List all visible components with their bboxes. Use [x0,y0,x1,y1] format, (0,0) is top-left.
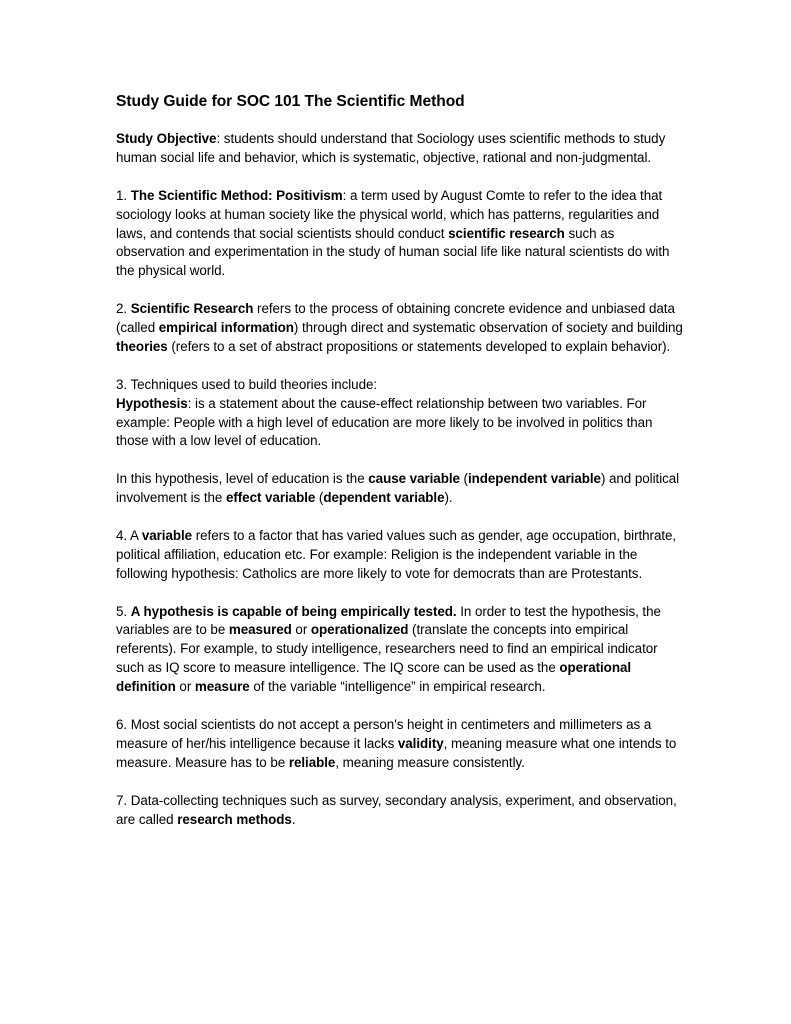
section-5-paragraph [116,603,686,698]
objective-label: Study Objective [116,131,217,146]
s2-term-scientific-research: Scientific Research [130,301,254,317]
s5-number: 5. [116,603,131,619]
s3b-term-effect-variable: effect variable [225,490,316,506]
s2-term-theories: theories [116,338,168,354]
section-3-variables-paragraph [116,470,686,508]
s5-text-4: or [175,679,195,695]
s3b-text-4: ( [315,490,324,506]
s4-text-1: refers to a factor that has varied values such as gender, age occupation, birthrate, political affiliation, education etc. For example: Religion is the independent variable in the following hypothesis: Catholics are more likely to vote for democrats than are Protestants. [116,527,677,581]
s5-term-measure: measure [194,679,250,695]
s5-text-3: (translate the concepts into empirical referents). For example, to study intelligence, researchers need to find an empirical indicator such as IQ score to measure intelligence. The IQ score can be used as the [116,622,658,676]
s4-term-variable: variable [141,527,193,543]
document-body [116,91,686,848]
s5-term-operationalized: operationalized [310,622,409,638]
s3b-text-3: ) and political involvement is the [116,471,680,506]
s3b-term-dependent-variable: dependent variable [323,490,445,506]
s7-text-2: . [291,811,296,827]
section-6-paragraph [116,716,686,773]
document-title: Study Guide for SOC 101 The Scientific Method [116,93,465,110]
s5-text-1: In order to test the hypothesis, the variables are to be [116,603,661,638]
s7-text-1: 7. Data-collecting techniques such as survey, secondary analysis, experiment, and observation, are called [116,792,677,827]
s5-term-hypothesis-tested: A hypothesis is capable of being empirically tested. [130,603,457,619]
section-4-paragraph [116,527,686,584]
s7-term-research-methods: research methods [177,811,292,827]
s2-term-empirical-information: empirical information [158,320,294,336]
s5-term-measured: measured [228,622,292,638]
s2-number: 2. [116,301,131,317]
s4-number: 4. A [116,527,142,543]
section-3-paragraph [116,376,686,452]
s3b-text-1: In this hypothesis, level of education is the [116,471,369,487]
s1-term-positivism: The Scientific Method: Positivism [130,187,343,203]
s3-term-hypothesis: Hypothesis [116,395,188,411]
s5-text-5: of the variable “intelligence” in empirical research. [249,679,546,695]
s3-heading-line: 3. Techniques used to build theories include: [116,376,378,392]
s2-text-3: (refers to a set of abstract propositions or statements developed to explain behavior). [167,338,671,354]
s6-text-3: , meaning measure consistently. [335,754,525,770]
s5-term-operational-definition: operational definition [116,660,632,695]
s3b-text-5: ). [444,490,453,506]
s3b-term-independent-variable: independent variable [467,471,601,487]
objective-text: : students should understand that Sociology uses scientific methods to study human social life and behavior, which is systematic, objective, rational and non-judgmental. [116,131,666,165]
s3b-text-2: ( [459,471,468,487]
s6-term-validity: validity [397,735,444,751]
s3-text-1: : is a statement about the cause-effect relationship between two variables. For example: People with a high level of education are more likely to be involved in politics than those with a low level of education. [116,395,653,449]
study-objective-paragraph [116,130,686,168]
section-7-paragraph [116,792,686,830]
s1-term-scientific-research: scientific research [448,225,565,241]
s6-text-1: 6. Most social scientists do not accept a person's height in centimeters and millimeters as a measure of her/his intelligence because it lacks [116,716,652,751]
section-1-paragraph [116,187,686,282]
s3b-term-cause-variable: cause variable [368,471,460,487]
section-2-paragraph [116,300,686,357]
s6-term-reliable: reliable [288,754,336,770]
s1-text-2: such as observation and experimentation in the study of human social life like natural scientists do with the physical world. [116,225,670,279]
s2-text-1: refers to the process of obtaining concrete evidence and unbiased data (called [116,301,675,336]
s1-number: 1. [116,187,131,203]
s2-text-2: ) through direct and systematic observation of society and building [293,320,683,336]
s6-text-2: , meaning measure what one intends to measure. Measure has to be [116,735,677,770]
s1-text-1: : a term used by August Comte to refer to the idea that sociology looks at human society like the physical world, which has patterns, regularities and laws, and contends that social scientists should conduct [116,187,663,241]
s5-text-2: or [291,622,311,638]
